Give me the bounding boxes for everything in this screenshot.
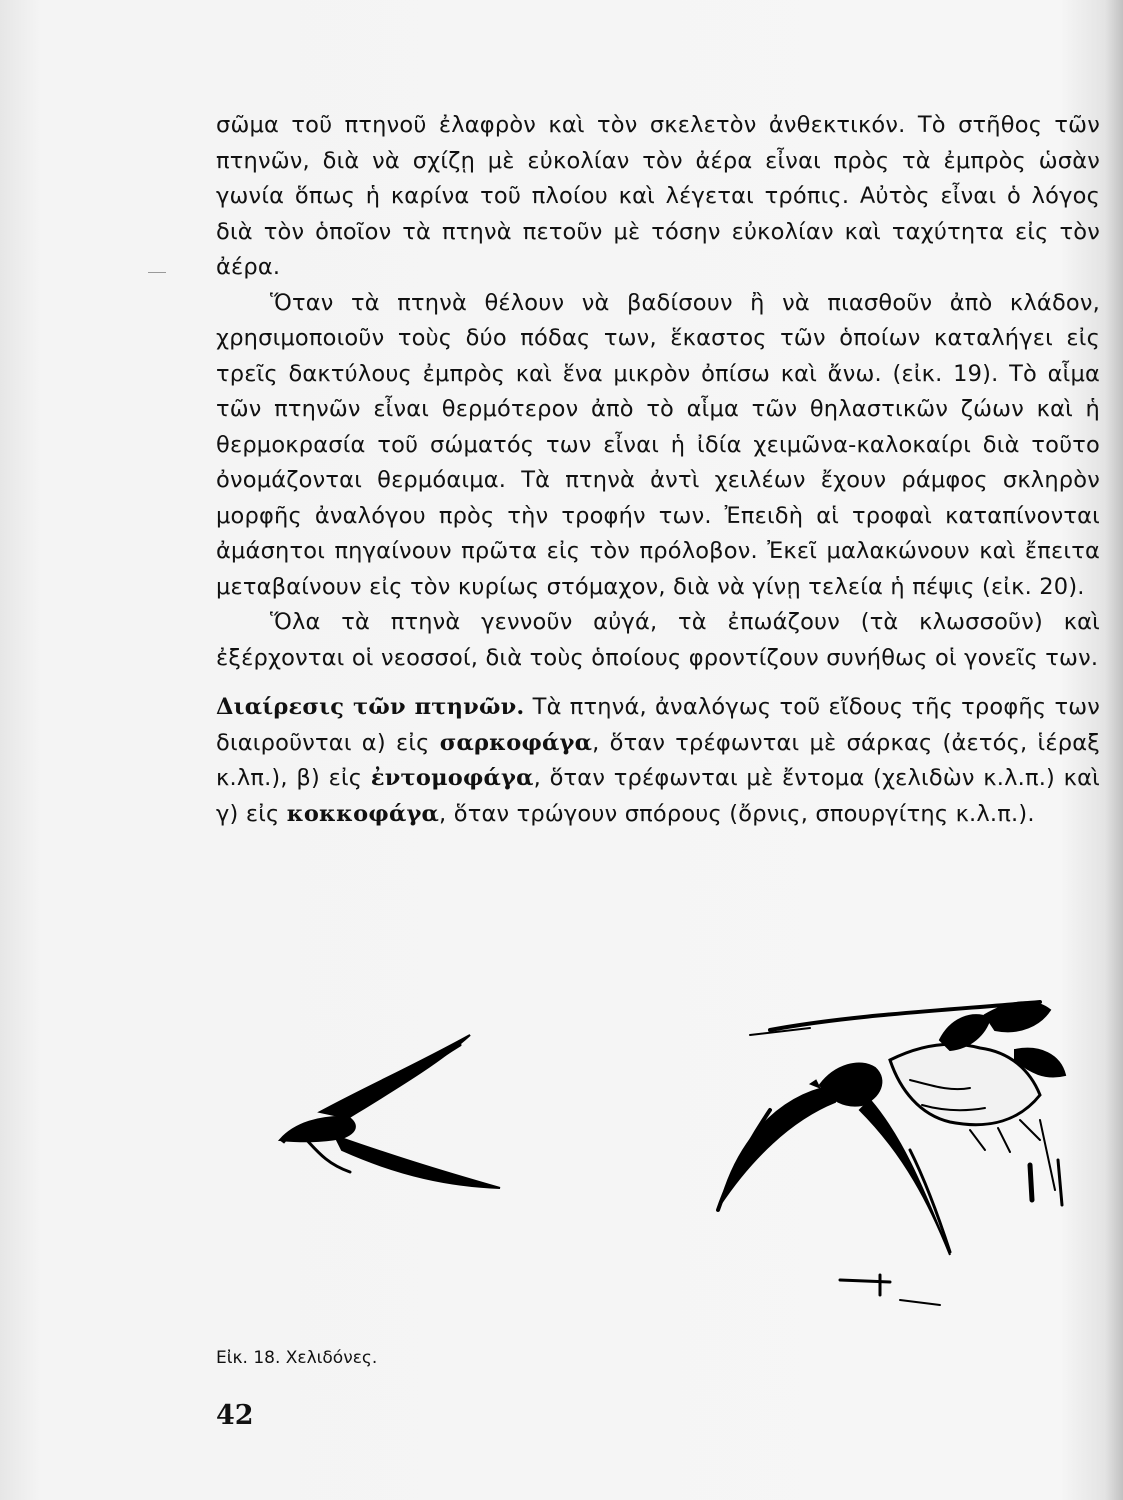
section-heading: Διαίρεσις τῶν πτηνῶν. <box>216 694 525 720</box>
page-number: 42 <box>216 1400 254 1431</box>
term-granivores: κοκκοφάγα <box>286 800 440 827</box>
classification-text-2: , ὅταν τρέφωνται μὲ ἔντομα (χελιδὼν κ.λ.π.) καὶ γ) εἰς <box>216 765 1100 827</box>
left-swallow-drawing <box>280 1035 500 1188</box>
term-carnivores: σαρκοφάγα <box>439 729 593 756</box>
right-swallow-drawing <box>718 1002 1040 1255</box>
classification-text-1: , ὅταν τρέφωνται μὲ σάρκας (ἀετός, ἱέραξ κ.λπ.), β) εἰς <box>216 729 1100 791</box>
figure-caption: Εἰκ. 18. Χελιδόνες. <box>216 1348 378 1368</box>
paragraph-1: σῶμα τοῦ πτηνοῦ ἐλαφρὸν καὶ τὸν σκελετὸν ἀνθεκτικόν. Τὸ στῆθος τῶν πτηνῶν, διὰ νὰ σχίζῃ μὲ εὐκολίαν τὸν ἀέρα εἶναι πρὸς τὰ ἐμπρὸς ὡσὰν γωνία ὅπως ἡ καρίνα τοῦ πλοίου καὶ λέγεται τρόπις. Αὐτὸς εἶναι ὁ λόγος διὰ τὸν ὁποῖον τὰ πτηνὰ πετοῦν μὲ τόσην εὐκολίαν καὶ ταχύτητα εἰς τὸν ἀέρα. <box>216 112 1100 280</box>
classification-paragraph <box>216 690 1100 832</box>
classification-intro: Τὰ πτηνά, ἀναλόγως τοῦ εἴδους τῆς τροφῆς των διαιροῦνται α) εἰς <box>216 694 1100 756</box>
nest-drawing <box>840 1002 1065 1305</box>
term-insectivores: ἐντομοφάγα <box>370 765 534 791</box>
body-text <box>216 108 1100 832</box>
swallows-illustration <box>250 990 1110 1320</box>
margin-mark <box>148 272 166 273</box>
paragraph-3: Ὅλα τὰ πτηνὰ γεννοῦν αὐγά, τὰ ἐπωάζουν (τὰ κλωσσοῦν) καὶ ἐξέρχονται οἱ νεοσσοί, διὰ τοὺς ὁποίους φροντίζουν συνήθως οἱ γονεῖς των. <box>216 609 1100 671</box>
paragraph-2: Ὅταν τὰ πτηνὰ θέλουν νὰ βαδίσουν ἢ νὰ πιασθοῦν ἀπὸ κλάδον, χρησιμοποιοῦν τοὺς δύο πόδας των, ἕκαστος τῶν ὁποίων καταλήγει εἰς τρεῖς δακτύλους ἐμπρὸς καὶ ἕνα μικρὸν ὀπίσω καὶ ἄνω. (εἰκ. 19). Τὸ αἷμα τῶν πτηνῶν εἶναι θερμότερον ἀπὸ τὸ αἷμα τῶν θηλαστικῶν ζώων καὶ ἡ θερμοκρασία τοῦ σώματός των εἶναι ἡ ἰδία χειμῶνα-καλοκαίρι διὰ τοῦτο ὀνομάζονται θερμόαιμα. Τὰ πτηνὰ ἀντὶ χειλέων ἔχουν ράμφος σκληρὸν μορφῆς ἀναλόγου πρὸς τὴν τροφήν των. Ἐπειδὴ αἱ τροφαὶ καταπίνονται ἀμάσητοι πηγαίνουν πρῶτα εἰς τὸν πρόλοβον. Ἐκεῖ μαλακώνουν καὶ ἔπειτα μεταβαίνουν εἰς τὸν κυρίως στόμαχον, διὰ νὰ γίνῃ τελεία ἡ πέψις (εἰκ. 20). <box>216 289 1100 600</box>
classification-text-3: , ὅταν τρώγουν σπόρους (ὄρνις, σπουργίτης κ.λ.π.). <box>439 800 1035 827</box>
